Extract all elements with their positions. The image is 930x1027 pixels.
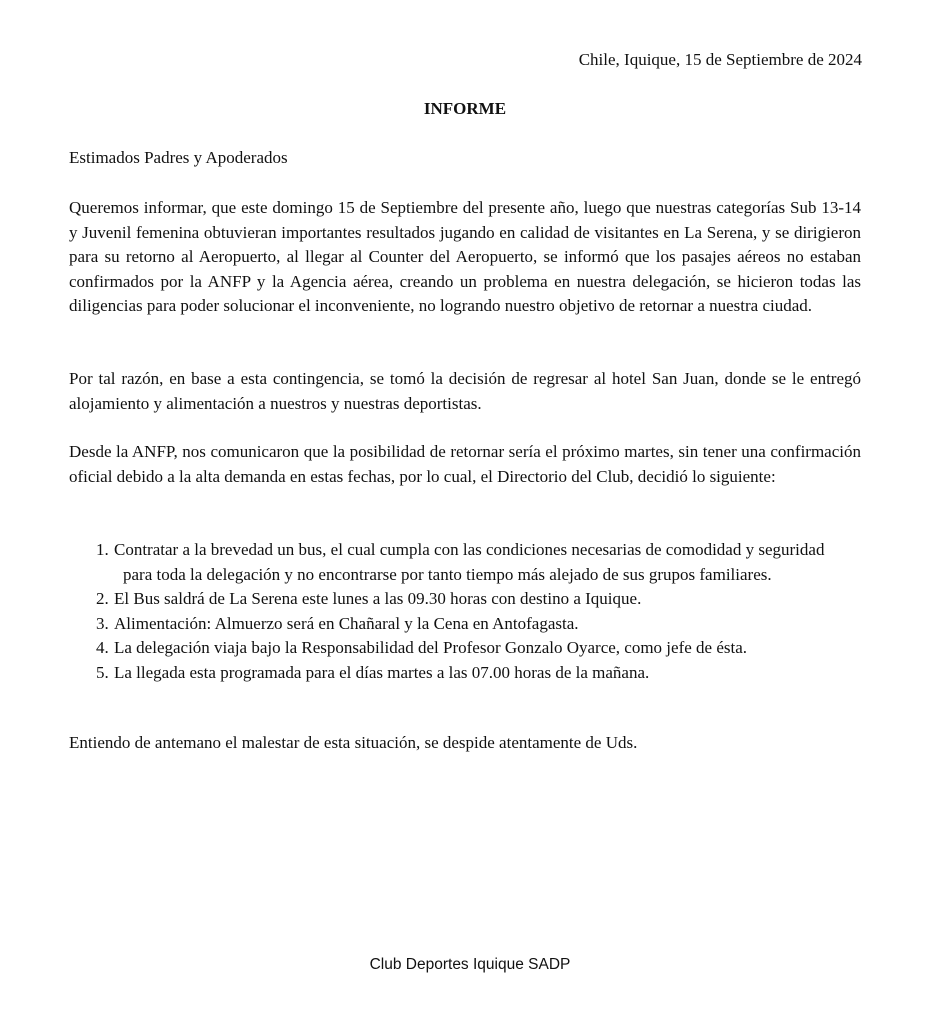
decision-list [96, 538, 866, 685]
list-item [96, 661, 866, 686]
document-title [0, 99, 930, 119]
paragraph-hotel: Por tal razón, en base a esta contingencia, se tomó la decisión de regresar al hotel San Juan, donde se le entregó alojamiento y alimentación a nuestros y nuestras deportistas. [69, 369, 861, 413]
list-item-text: El Bus saldrá de La Serena este lunes a las 09.30 horas con destino a Iquique. [114, 589, 642, 608]
list-item-number: 3. [96, 613, 109, 633]
list-item-text: Alimentación: Almuerzo será en Chañaral y la Cena en Antofagasta. [114, 613, 579, 633]
list-item [96, 612, 866, 637]
list-item-text [114, 538, 866, 587]
greeting: Estimados Padres y Apoderados [69, 148, 288, 167]
document-title-text: INFORME [423, 99, 507, 118]
list-item-number: 2. [96, 589, 109, 608]
signature: Club Deportes Iquique SADP [369, 956, 571, 973]
document-date: Chile, Iquique, 15 de Septiembre de 2024 [578, 50, 862, 69]
list-item [96, 538, 866, 587]
list-item-text: La delegación viaja bajo la Responsabilidad del Profesor Gonzalo Oyarce, como jefe de ésta. [114, 638, 748, 657]
list-item-number: 1. [96, 540, 109, 559]
list-item [96, 636, 866, 661]
list-item [96, 587, 866, 612]
list-item-number: 4. [96, 638, 109, 657]
list-item-line: Contratar a la brevedad un bus, el cual cumpla con las condiciones necesarias de comodidad y seguridad [114, 540, 825, 559]
paragraph-incident: Queremos informar, que este domingo 15 de Septiembre del presente año, luego que nuestras categorías Sub 13-14 y Juvenil femenina obtuvieran importantes resultados jugando en calidad de visitantes en La Serena, y se dirigieron para su retorno al Aeropuerto, al llegar al Counter del Aeropuerto, se informó que los pasajes aéreos no estaban confirmados por la ANFP y la Agencia aérea, creando un problema en nuestra delegación, se hicieron todas las diligencias para poder solucionar el inconveniente, no logrando nuestro objetivo de retornar a nuestra ciudad. [69, 198, 861, 315]
list-item-number: 5. [96, 662, 109, 682]
list-item-line: para toda la delegación y no encontrarse por tanto tiempo más alejado de sus grupos familiares. [123, 564, 772, 584]
closing-line: Entiendo de antemano el malestar de esta situación, se despide atentamente de Uds. [69, 733, 638, 752]
list-item-text: La llegada esta programada para el días martes a las 07.00 horas de la mañana. [114, 662, 650, 682]
paragraph-anfp: Desde la ANFP, nos comunicaron que la posibilidad de retornar sería el próximo martes, sin tener una confirmación oficial debido a la alta demanda en estas fechas, por lo cual, el Directorio del Club, decidió lo siguiente: [69, 442, 861, 486]
